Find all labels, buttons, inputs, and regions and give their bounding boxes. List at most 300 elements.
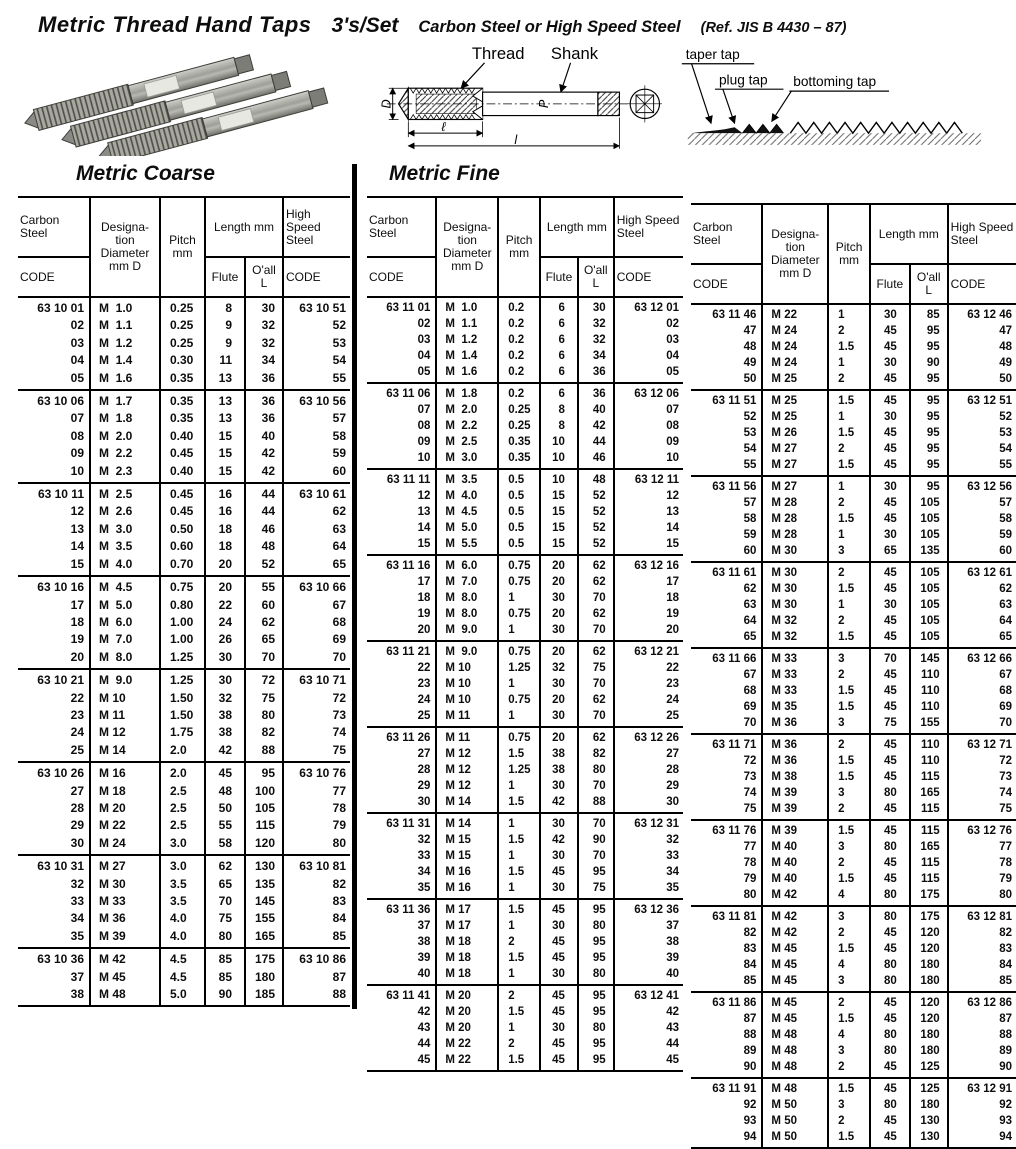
tables-area [0,162,1016,1149]
overall-length: 120 [910,941,948,957]
carbon-steel-code: 20 [417,624,431,636]
high-speed-steel-code: 55 [283,370,350,390]
designation-diameter: M 48 [762,1078,828,1097]
carbon-steel-code: 69 [743,701,757,713]
overall-length: 165 [910,839,948,855]
carbon-steel-code: 07 [70,411,84,426]
high-speed-steel-code: 19 [614,606,683,622]
designation-diameter: M 6.0 [436,555,498,574]
high-speed-steel-code: 63 12 61 [948,562,1016,581]
overall-length: 80 [578,966,614,985]
overall-length: 95 [910,409,948,425]
table-row [18,576,350,596]
high-speed-steel-code: 68 [283,614,350,631]
carbon-steel-code: 64 [743,615,757,627]
taper-tap-label: taper tap [685,46,740,62]
designation-diameter: M 22 [436,1052,498,1071]
carbon-steel-code: 63 11 81 [712,911,757,923]
page-title: Metric Thread Hand Taps [38,12,312,37]
carbon-steel-code: 92 [743,1099,757,1111]
overall-length: 32 [245,335,283,352]
overall-length: 100 [245,783,283,800]
designation-diameter: M 1.1 [90,317,160,334]
table-row [367,864,683,880]
high-speed-steel-code: 63 12 01 [614,297,683,316]
table-row [367,778,683,794]
pitch-mm: 1.5 [828,581,870,597]
table-row [367,555,683,574]
overall-length: 115 [910,769,948,785]
carbon-steel-code: 22 [417,662,431,674]
flute-length: 45 [540,1052,578,1071]
table-row [691,597,1016,613]
high-speed-steel-code: 92 [948,1097,1016,1113]
table-row [18,928,350,948]
designation-diameter: M 9.0 [90,669,160,689]
table-row [691,941,1016,957]
flute-length: 6 [540,348,578,364]
designation-diameter: M 8.0 [436,606,498,622]
designation-diameter: M 4.5 [436,504,498,520]
carbon-steel-code: 04 [70,353,84,368]
carbon-steel-code: 78 [743,857,757,869]
high-speed-steel-code: 63 [283,521,350,538]
carbon-steel-code: 08 [70,428,84,443]
pitch-header: Pitch mm [828,204,870,304]
overall-length: 95 [910,323,948,339]
flute-length: 38 [205,707,245,724]
flute-length: 45 [870,667,910,683]
table-row [18,370,350,390]
carbon-steel-code: 89 [743,1045,757,1057]
overall-length: 125 [910,1059,948,1078]
pitch-mm: 1.5 [828,390,870,409]
pitch-mm: 1.5 [828,425,870,441]
table-row [691,667,1016,683]
high-speed-steel-code: 18 [614,590,683,606]
designation-diameter: M 11 [90,707,160,724]
high-speed-steel-code: 59 [283,445,350,462]
table-row [691,1043,1016,1059]
table-row [691,992,1016,1011]
overall-length: 130 [245,855,283,875]
carbon-steel-code: 17 [417,576,431,588]
table-row [367,297,683,316]
carbon-steel-code: 63 11 56 [712,481,757,493]
high-speed-steel-code: 64 [948,613,1016,629]
flute-length: 30 [540,622,578,641]
high-speed-steel-code: 68 [948,683,1016,699]
carbon-steel-code: 15 [417,538,431,550]
overall-length: 95 [910,441,948,457]
flute-length: 30 [540,918,578,934]
pitch-mm: 0.5 [498,488,540,504]
carbon-steel-code: 87 [743,1013,757,1025]
high-speed-steel-code: 63 12 81 [948,906,1016,925]
flute-length: 30 [540,813,578,832]
table-row [367,660,683,676]
pitch-mm: 4 [828,1027,870,1043]
high-speed-steel-header: High Speed Steel [283,197,350,257]
designation-diameter: M 24 [90,835,160,855]
flute-length: 45 [870,457,910,476]
table-row [18,428,350,445]
table-row [691,511,1016,527]
overall-length: 120 [910,1011,948,1027]
carbon-steel-code: 80 [743,889,757,901]
pitch-mm: 1 [828,597,870,613]
pitch-mm: 2.0 [160,762,205,782]
designation-diameter: M 20 [436,1004,498,1020]
high-speed-steel-code: 50 [948,371,1016,390]
high-speed-steel-code: 94 [948,1129,1016,1148]
table-row [367,899,683,918]
carbon-steel-code: 63 11 21 [386,646,431,658]
carbon-steel-code: 07 [417,404,431,416]
table-row [691,495,1016,511]
carbon-code-header: CODE [18,257,90,297]
designation-diameter: M 30 [762,597,828,613]
pitch-mm: 3 [828,973,870,992]
carbon-steel-code: 63 11 91 [712,1083,757,1095]
pitch-mm: 1.5 [828,1078,870,1097]
plug-tap-label: plug tap [718,72,768,88]
pitch-mm: 1.5 [498,1004,540,1020]
designation-diameter: M 22 [90,817,160,834]
overall-length: 180 [910,957,948,973]
overall-length: 70 [578,813,614,832]
overall-length: 95 [578,1052,614,1071]
table-row [367,1052,683,1071]
high-speed-steel-code: 13 [614,504,683,520]
high-speed-steel-code: 25 [614,708,683,727]
table-group [18,390,350,483]
metric-coarse-title: Metric Coarse [76,162,215,185]
designation-diameter: M 28 [762,527,828,543]
table-row [691,1059,1016,1078]
designation-diameter: M 1.1 [436,316,498,332]
carbon-steel-code: 63 [743,599,757,611]
carbon-steel-code: 49 [743,357,757,369]
metric-fine-table-a [367,196,683,1072]
overall-length: 70 [578,622,614,641]
high-speed-steel-code: 63 10 66 [283,576,350,596]
table-row [691,801,1016,820]
carbon-steel-code: 13 [70,521,84,536]
carbon-steel-code: 25 [417,710,431,722]
carbon-steel-code: 47 [743,325,757,337]
designation-diameter: M 2.5 [90,483,160,503]
carbon-steel-code: 63 11 06 [386,388,431,400]
flute-length: 45 [870,425,910,441]
designation-diameter: M 25 [762,390,828,409]
high-speed-steel-code: 63 10 71 [283,669,350,689]
high-speed-steel-code: 63 12 31 [614,813,683,832]
high-speed-steel-code: 69 [948,699,1016,715]
table-row [367,622,683,641]
overall-length: 180 [910,1027,948,1043]
pitch-mm: 0.75 [498,555,540,574]
designation-diameter: M 2.2 [90,445,160,462]
pitch-mm: 1.25 [498,660,540,676]
pitch-mm: 3 [828,715,870,734]
diameter-label: D [379,99,394,109]
pitch-mm: 0.5 [498,469,540,488]
high-speed-steel-code: 70 [283,649,350,669]
designation-diameter: M 1.0 [436,297,498,316]
pitch-mm: 1.50 [160,707,205,724]
length-header: Length mm [870,204,948,264]
table-row [691,855,1016,871]
table-row [691,527,1016,543]
pitch-mm: 4 [828,887,870,906]
high-speed-steel-code: 63 10 51 [283,297,350,317]
table-row [691,1078,1016,1097]
table-group [691,562,1016,648]
high-speed-steel-code: 58 [948,511,1016,527]
pitch-mm: 0.25 [160,335,205,352]
designation-diameter: M 33 [762,648,828,667]
designation-diameter: M 5.0 [436,520,498,536]
designation-diameter: M 39 [762,801,828,820]
flute-length: 20 [540,641,578,660]
pitch-mm: 3 [828,839,870,855]
designation-diameter: M 14 [436,794,498,813]
high-speed-steel-code: 39 [614,950,683,966]
table-group [18,855,350,948]
table-row [367,316,683,332]
table-row [367,606,683,622]
carbon-steel-code: 30 [70,835,84,850]
carbon-steel-code: 19 [417,608,431,620]
flute-length: 45 [205,762,245,782]
overall-length: 44 [578,434,614,450]
pitch-mm: 3 [828,1097,870,1113]
carbon-steel-code: 30 [417,796,431,808]
table-row [691,648,1016,667]
flute-length: 24 [205,614,245,631]
table-row [367,848,683,864]
flute-header: Flute [870,264,910,304]
pitch-mm: 2 [828,323,870,339]
overall-length: 62 [578,574,614,590]
carbon-steel-code: 44 [417,1038,431,1050]
table-row [18,817,350,834]
high-speed-steel-code: 09 [614,434,683,450]
overall-length: 52 [578,536,614,555]
overall-length: 105 [910,613,948,629]
table-row [691,543,1016,562]
high-speed-steel-code: 17 [614,574,683,590]
table-row [367,676,683,692]
high-speed-steel-code: 42 [614,1004,683,1020]
table-row [367,813,683,832]
high-speed-steel-code: 48 [948,339,1016,355]
table-row [691,355,1016,371]
pitch-mm: 2 [828,855,870,871]
high-speed-steel-code: 54 [948,441,1016,457]
length-header: Length mm [540,197,614,257]
overall-length: 110 [910,699,948,715]
bottoming-tap-label: bottoming tap [793,74,877,90]
pitch-mm: 2 [828,667,870,683]
high-speed-steel-code: 65 [283,556,350,576]
carbon-steel-code: 60 [743,545,757,557]
high-speed-steel-code: 72 [948,753,1016,769]
high-speed-steel-header: High Speed Steel [614,197,683,257]
table-row [367,348,683,364]
high-speed-steel-code: 74 [948,785,1016,801]
carbon-code-header: CODE [691,264,762,304]
designation-diameter: M 27 [762,476,828,495]
flute-length: 85 [205,948,245,968]
table-row [18,855,350,875]
flute-length: 45 [870,753,910,769]
table-row [367,918,683,934]
designation-diameter: M 2.5 [436,434,498,450]
designation-diameter: M 2.2 [436,418,498,434]
carbon-steel-code: 48 [743,341,757,353]
flute-length: 80 [870,1097,910,1113]
carbon-steel-code: 65 [743,631,757,643]
high-speed-steel-code: 49 [948,355,1016,371]
high-speed-steel-code: 60 [283,463,350,483]
pitch-mm: 0.35 [160,370,205,390]
designation-diameter: M 33 [762,667,828,683]
flute-length: 30 [540,880,578,899]
high-speed-steel-code: 28 [614,762,683,778]
pitch-mm: 2 [828,1113,870,1129]
high-speed-steel-code: 80 [948,887,1016,906]
oall-header: O'all L [578,257,614,297]
designation-diameter: M 28 [762,495,828,511]
designation-header: Designa- tion Diameter mm D [436,197,498,297]
table-row [18,503,350,520]
overall-length: 105 [910,581,948,597]
carbon-steel-code: 33 [417,850,431,862]
designation-diameter: M 40 [762,855,828,871]
pitch-header: Pitch mm [498,197,540,297]
high-speed-steel-code: 32 [614,832,683,848]
table-row [691,1097,1016,1113]
flute-length: 38 [540,762,578,778]
overall-length: 95 [578,1036,614,1052]
pitch-mm: 0.25 [160,317,205,334]
table-group [691,906,1016,992]
high-speed-steel-code: 04 [614,348,683,364]
pitch-mm: 1.5 [828,820,870,839]
pitch-mm: 0.45 [160,503,205,520]
designation-diameter: M 20 [90,800,160,817]
flute-length: 48 [205,783,245,800]
flute-length: 30 [540,708,578,727]
overall-length: 105 [910,495,948,511]
high-speed-steel-code: 93 [948,1113,1016,1129]
pitch-mm: 1.00 [160,614,205,631]
high-speed-steel-code: 30 [614,794,683,813]
high-speed-steel-code: 82 [283,876,350,893]
pitch-mm: 4.5 [160,948,205,968]
carbon-steel-code: 75 [743,803,757,815]
table-row [18,483,350,503]
high-speed-steel-code: 78 [283,800,350,817]
overall-length: 180 [910,1097,948,1113]
overall-length: 34 [578,348,614,364]
high-speed-steel-code: 75 [948,801,1016,820]
pitch-mm: 2 [828,441,870,457]
pitch-mm: 0.40 [160,428,205,445]
high-speed-steel-code: 02 [614,316,683,332]
table-group [691,734,1016,820]
carbon-steel-code: 63 11 71 [712,739,757,751]
overall-length: 105 [910,597,948,613]
overall-length: 145 [910,648,948,667]
overall-length: 32 [578,332,614,348]
overall-length: 135 [245,876,283,893]
flute-length: 80 [870,906,910,925]
flute-length: 8 [540,402,578,418]
flute-length: 20 [540,692,578,708]
carbon-steel-code: 39 [417,952,431,964]
overall-length: 88 [578,794,614,813]
overall-length: 62 [578,727,614,746]
flute-length: 45 [870,1011,910,1027]
designation-diameter: M 1.6 [436,364,498,383]
pitch-mm: 5.0 [160,986,205,1006]
overall-length: 110 [910,683,948,699]
carbon-steel-code: 77 [743,841,757,853]
table-row [691,371,1016,390]
designation-diameter: M 4.5 [90,576,160,596]
overall-length: 36 [245,410,283,427]
flute-length: 45 [540,864,578,880]
designation-diameter: M 48 [762,1027,828,1043]
high-speed-steel-code: 85 [283,928,350,948]
carbon-steel-code: 52 [743,411,757,423]
figures-row [0,40,1016,158]
flute-length: 42 [205,742,245,762]
carbon-steel-code: 63 10 21 [37,673,84,688]
pitch-mm: 1 [498,778,540,794]
table-row [367,364,683,383]
designation-diameter: M 5.0 [90,597,160,614]
designation-diameter: M 40 [762,839,828,855]
pitch-mm: 3.5 [160,876,205,893]
high-speed-steel-code: 58 [283,428,350,445]
pitch-mm: 2 [498,985,540,1004]
designation-diameter: M 25 [762,371,828,390]
high-speed-steel-code: 20 [614,622,683,641]
oall-header: O'all L [910,264,948,304]
pitch-mm: 0.30 [160,352,205,369]
pitch-mm: 1.5 [498,899,540,918]
carbon-steel-code: 63 11 76 [712,825,757,837]
high-speed-steel-code: 63 [948,597,1016,613]
flute-length: 50 [205,800,245,817]
designation-diameter: M 36 [90,910,160,927]
pitch-mm: 1 [498,848,540,864]
flute-length: 45 [870,683,910,699]
overall-length: 115 [910,820,948,839]
table-row [691,441,1016,457]
overall-length: 48 [245,538,283,555]
pitch-mm: 2.5 [160,817,205,834]
table-row [367,488,683,504]
pitch-mm: 3 [828,906,870,925]
table-row [691,820,1016,839]
carbon-steel-code: 55 [743,459,757,471]
pitch-mm: 0.5 [498,520,540,536]
